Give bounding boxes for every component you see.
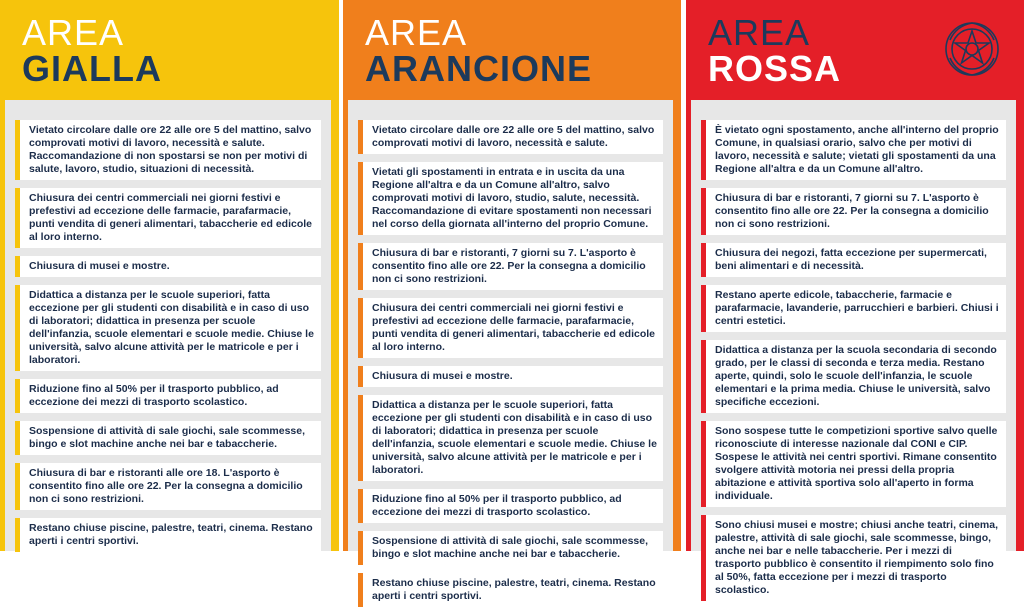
rule-card: Riduzione fino al 50% per il trasporto pubblico, ad eccezione dei mezzi di trasporto scolastico. [15, 379, 321, 413]
rules-list [348, 100, 673, 602]
area-label: AREA [708, 12, 811, 53]
rule-card: Chiusura dei centri commerciali nei giorni festivi e prefestivi ad eccezione delle farmacie, parafarmacie, punti vendita di generi alimentari, tabaccherie ed edicole al loro interno. [15, 188, 321, 248]
rule-card: Sono chiusi musei e mostre; chiusi anche teatri, cinema, palestre, attività di sale giochi, sale scommesse, bingo, anche nei bar e nelle tabaccherie. Per i mezzi di trasporto pubblico è consentito il riempimento solo fino al 50%, fatta eccezione per i mezzi di trasporto scolastico. [701, 515, 1006, 601]
italian-republic-emblem-icon [936, 18, 1008, 80]
panel-header [686, 0, 1024, 96]
rule-card: Vietati gli spostamenti in entrata e in uscita da una Regione all'altra e da un Comune all'altro, salvo comprovati motivi di lavoro, studio, salute, necessità. Raccomandazione di evitare spostamenti non necessari nel corso della giornata all'interno del proprio Comune. [358, 162, 663, 235]
area-label: AREA [22, 12, 125, 53]
rules-list [691, 100, 1016, 596]
rule-card: Chiusura di bar e ristoranti, 7 giorni su 7. L'asporto è consentito fino alle ore 22. Per la consegna a domicilio non ci sono restrizioni. [358, 243, 663, 290]
area-title: ARANCIONE [365, 48, 593, 89]
area-title: GIALLA [22, 48, 162, 89]
panel-header [0, 0, 339, 96]
rule-card: Chiusura di musei e mostre. [358, 366, 663, 387]
panel-area-rossa [686, 0, 1024, 596]
rule-card: Chiusura di bar e ristoranti alle ore 18. L'asporto è consentito fino alle ore 22. Per la consegna a domicilio non ci sono restrizioni. [15, 463, 321, 510]
rules-list [5, 100, 331, 551]
rule-card: Restano chiuse piscine, palestre, teatri, cinema. Restano aperti i centri sportivi. [15, 518, 321, 552]
panel-area-arancione [343, 0, 681, 602]
rule-card: Didattica a distanza per le scuole superiori, fatta eccezione per gli studenti con disabilità e in caso di uso di laboratori; didattica in presenza per scuole dell'infanzia, scuole elementari e scuole medie. Chiuse le università, salvo alcune attività per le matricole e per i laboratori. [15, 285, 321, 371]
panel-area-gialla [0, 0, 339, 551]
rule-card: Chiusura dei negozi, fatta eccezione per supermercati, beni alimentari e di necessità. [701, 243, 1006, 277]
rule-card: Vietato circolare dalle ore 22 alle ore 5 del mattino, salvo comprovati motivi di lavoro, necessità e salute. Raccomandazione di non spostarsi se non per motivi di salute, lavoro, studio, situazioni di necessità. [15, 120, 321, 180]
rule-card: Sospensione di attività di sale giochi, sale scommesse, bingo e slot machine anche nei bar e tabaccherie. [15, 421, 321, 455]
rule-card: Sospensione di attività di sale giochi, sale scommesse, bingo e slot machine anche nei bar e tabaccherie. [358, 531, 663, 565]
area-title: ROSSA [708, 48, 842, 89]
rule-card: Chiusura di bar e ristoranti, 7 giorni su 7. L'asporto è consentito fino alle ore 22. Per la consegna a domicilio non ci sono restrizioni. [701, 188, 1006, 235]
rule-card: Restano chiuse piscine, palestre, teatri, cinema. Restano aperti i centri sportivi. [358, 573, 663, 607]
rule-card: Sono sospese tutte le competizioni sportive salvo quelle riconosciute di interesse nazionale dal CONI e CIP. Sospese le attività nei centri sportivi. Rimane consentito svolgere attività motoria nei pressi della propria abitazione e attività sportiva solo all'aperto in forma individuale. [701, 421, 1006, 507]
rule-card: Chiusura dei centri commerciali nei giorni festivi e prefestivi ad eccezione delle farmacie, parafarmacie, punti vendita di generi alimentari, tabaccherie ed edicole al loro interno. [358, 298, 663, 358]
rule-card: Vietato circolare dalle ore 22 alle ore 5 del mattino, salvo comprovati motivi di lavoro, necessità e salute. [358, 120, 663, 154]
rule-card: Didattica a distanza per la scuola secondaria di secondo grado, per le classi di seconda e terza media. Restano aperte, quindi, solo le scuole dell'infanzia, le scuole elementari e la prima media. Chiuse le università, salvo specifiche eccezioni. [701, 340, 1006, 413]
area-label: AREA [365, 12, 468, 53]
rule-card: È vietato ogni spostamento, anche all'interno del proprio Comune, in qualsiasi orario, salvo che per motivi di lavoro, necessità e salute; vietati gli spostamenti da una Regione all'altra e da un Comune all'altro. [701, 120, 1006, 180]
rule-card: Riduzione fino al 50% per il trasporto pubblico, ad eccezione dei mezzi di trasporto scolastico. [358, 489, 663, 523]
panel-header [343, 0, 681, 96]
rule-card: Didattica a distanza per le scuole superiori, fatta eccezione per gli studenti con disabilità e in caso di uso di laboratori; didattica in presenza per scuole dell'infanzia, scuole elementari e scuole medie. Chiuse le università, salvo alcune attività per le matricole e per i laboratori. [358, 395, 663, 481]
rule-card: Restano aperte edicole, tabaccherie, farmacie e parafarmacie, lavanderie, parrucchieri e barbieri. Chiusi i centri estetici. [701, 285, 1006, 332]
rule-card: Chiusura di musei e mostre. [15, 256, 321, 277]
